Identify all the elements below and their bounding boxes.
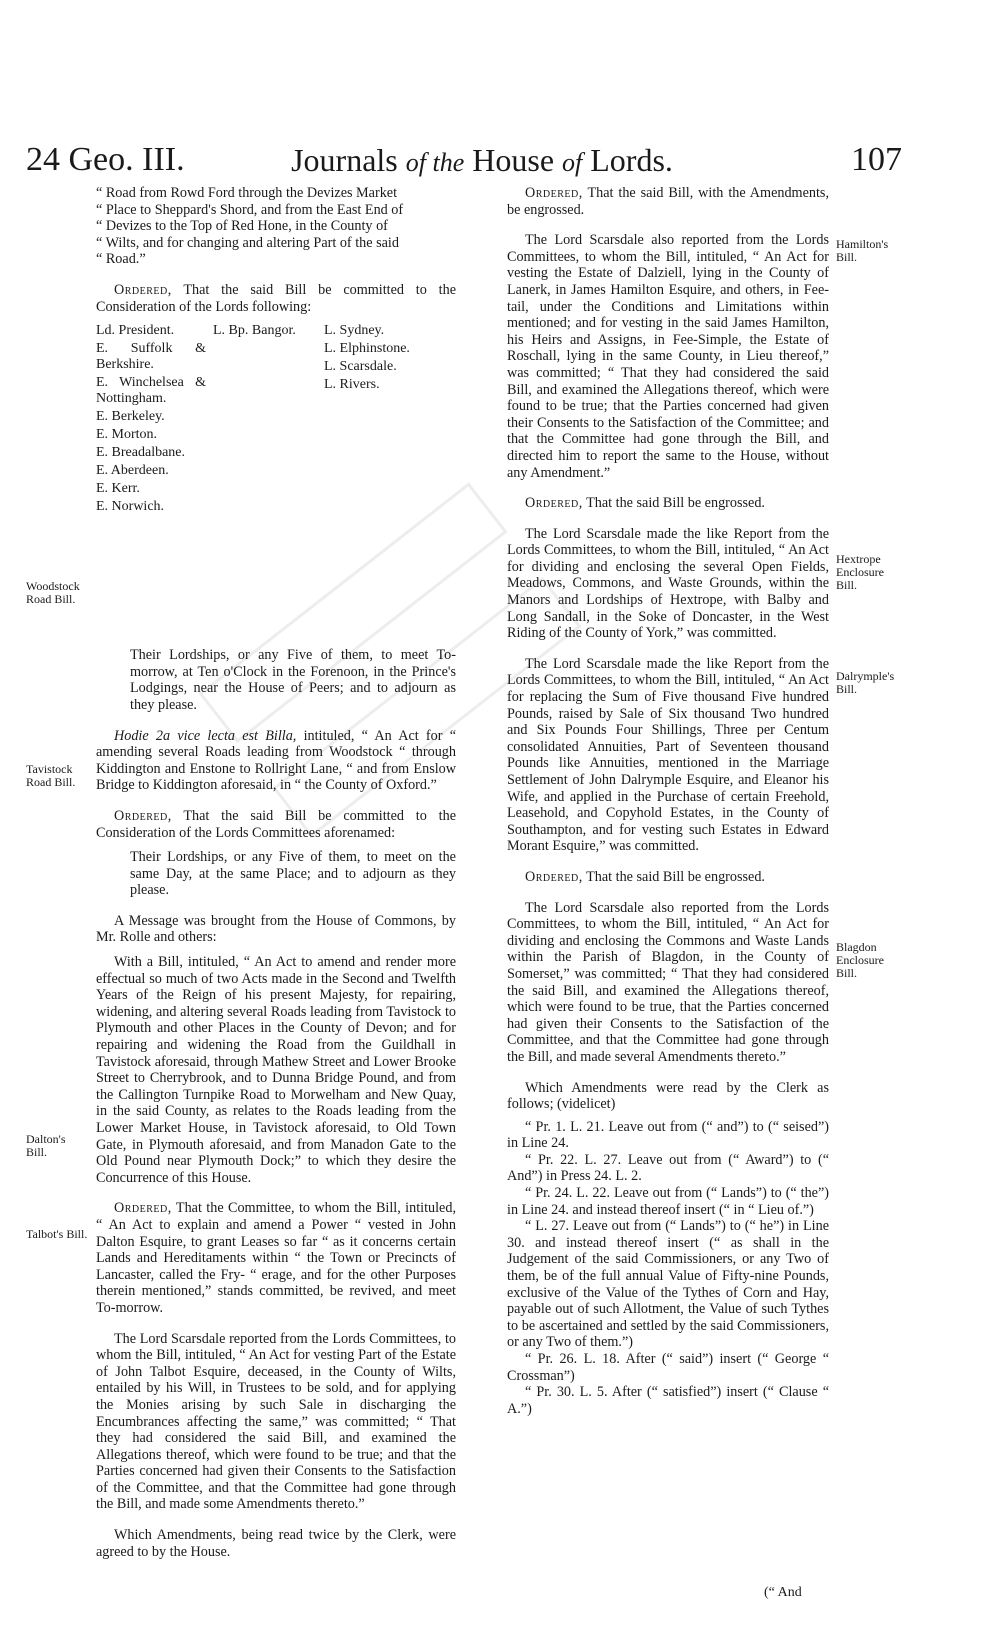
lord-name: E. Morton. <box>96 427 158 443</box>
amendment-item: “ Pr. 22. L. 27. Leave out from (“ Award”) to (“ And”) in Press 24. L. 2. <box>507 1151 829 1185</box>
order-engrossed-amended: Ordered, That the said Bill, with the Amendments, be engrossed. <box>507 185 829 218</box>
amendments-agreed: Which Amendments, being read twice by the Clerk, were agreed to by the House. <box>96 1527 456 1560</box>
lords-committee-list <box>96 323 456 641</box>
margin-note-woodstock: Woodstock Road Bill. <box>26 579 80 606</box>
margin-note-talbot: Talbot's Bill. <box>26 1227 88 1241</box>
margin-note-dalrymple: Dalrymple's Bill. <box>836 669 895 696</box>
blagdon-report: The Lord Scarsdale also reported from the Lords Committees, to whom the Bill, intituled, “ An Act for dividing and enclosing the Commons and Waste Lands within the Parish of Blagdon, in the County of Somerset,” was committed; “ That they had considered the said Bill, and examined the Allegations thereof, which were found to be true, that the Parties concerned had given their Consents to the Satisfaction of the Committee, and that the Committee had gone through the Bill, and made several Amendments thereto.” <box>507 899 829 1065</box>
road-bill-title-continued: “ Road from Rowd Ford through the Devizes Market “ Place to Sheppard's Shord, and from the East End of “ Devizes to the Top of Red Hone, in the County of “ Wilts, and for changing and altering Part of the said “ Road.” <box>96 185 404 268</box>
commons-message: A Message was brought from the House of Commons, by Mr. Rolle and others: <box>96 912 456 946</box>
right-column <box>507 185 829 1417</box>
margin-note-tavistock: Tavistock Road Bill. <box>26 762 76 789</box>
order-engrossed-dalrymple: Ordered, That the said Bill be engrossed. <box>525 868 765 885</box>
amendment-item: “ L. 27. Leave out from (“ Lands”) to (“ he”) in Line 30. and instead thereof insert (“ as shall in the Judgement of the said Commissioners, or any Two of them, be of the full annual Value of Fifty-nine Pounds, exclusive of the Value of the Tythes of Corn and Hay, payable out of such Allotment, the Value of such Tythes to be ascertained and settled by the said Commissioners, or any Two of them.”) <box>507 1218 829 1351</box>
lord-name: E. Norwich. <box>96 499 165 515</box>
amendments-intro: Which Amendments were read by the Clerk as follows; (videlicet) <box>507 1079 829 1113</box>
lord-name: L. Elphinstone. <box>324 341 410 357</box>
margin-note-hextrope: Hextrope Enclosure Bill. <box>836 552 884 592</box>
woodstock-second-reading: Hodie 2a vice lecta est Billa, intituled, “ An Act for “ amending several Roads leading from Woodstock “ through Kiddington and Enstone to Rollright Lane, “ and from Enslow Bridge to Kiddington aforesaid, in “ the County of Oxford.” <box>96 727 456 794</box>
dalrymple-report: The Lord Scarsdale made the like Report from the Lords Committees, to whom the Bill, intituled, “ An Act for replacing the Sum of Five thousand Five hundred Pounds, raised by Sale of Six thousand Two hundred and Six Pounds Four Shillings, Three per Centum consolidated Annuities, Part of Seventeen thousand Pounds like Annuities, mentioned in the Marriage Settlement of John Dalrymple Esquire, and Eleanor his Wife, and applied in the Purchase of certain Freehold, Leasehold, and Copyhold Estates, in the County of Southampton, and for vesting such Estates in Edward Morant Esquire,” was committed. <box>507 655 829 855</box>
lord-name: E. Winchelsea & Nottingham. <box>96 375 206 407</box>
lord-name: L. Bp. Bangor. <box>213 323 296 339</box>
lord-name: E. Breadalbane. <box>96 445 186 461</box>
tavistock-bill-text: With a Bill, intituled, “ An Act to amend and render more effectual so much of two Acts made in the Second and Twelfth Years of the Reign of his present Majesty, for repairing, widening, and altering several Roads leading from Tavistock to Plymouth and other Places in the County of Devon; and for repairing and widening the Road from the Guildhall in Tavistock aforesaid, through Mathew Street and Lower Brooke Street to Cherrybrook, and to Dunna Bridge Pound, and from the Callington Turnpike Road to Morwelham and New Quay, in the said County, as relates to the Roads leading from the Lower Market House, in Tavistock aforesaid, to Old Town Gate, in Plymouth aforesaid, and from Manadon Gate to the Old Pound near Plymouth Dock;” to which they desire the Concurrence of this House. <box>96 954 456 1186</box>
amendment-item: “ Pr. 24. L. 22. Leave out from (“ Lands”) to (“ the”) in Line 24. and instead thereof insert (“ in “ Lieu of.”) <box>507 1185 829 1218</box>
talbot-report: The Lord Scarsdale reported from the Lords Committees, to whom the Bill, intituled, “ An Act for vesting Part of the Estate of John Talbot Esquire, deceased, in the County of Wilts, entailed by his Will, in Trustees to be sold, and for applying the Monies arising by such Sale in discharging the Encumbrances affecting the same,” was committed; “ That they had considered the said Bill, and examined the Allegations thereof, which were found to be true; and that the Parties concerned had given their Consents to the Satisfaction of the Committee, and that the Committee had gone through the Bill, and made some Amendments thereto.” <box>96 1330 456 1513</box>
header-session: 24 Geo. III. <box>26 141 185 178</box>
catchword: (“ And <box>764 1585 802 1600</box>
meeting-notice: Their Lordships, or any Five of them, to meet To-morrow, at Ten o'Clock in the Forenoon, in the Prince's Lodgings, near the House of Peers; and to adjourn as they please. <box>130 647 456 713</box>
margin-note-dalton: Dalton's Bill. <box>26 1132 66 1159</box>
amendment-item: “ Pr. 30. L. 5. After (“ satisfied”) insert (“ Clause “ A.”) <box>507 1384 829 1417</box>
left-column <box>96 185 456 1560</box>
order-committal-woodstock: Ordered, That the said Bill be committed to the Consideration of the Lords Committees aforenamed: <box>96 807 456 841</box>
order-engrossed-hamilton: Ordered, That the said Bill be engrossed. <box>525 495 765 512</box>
lord-name: E. Kerr. <box>96 481 140 497</box>
amendment-item: “ Pr. 26. L. 18. After (“ said”) insert (“ George “ Crossman”) <box>507 1351 829 1384</box>
margin-note-hamilton: Hamilton's Bill. <box>836 237 889 264</box>
lord-name: E. Berkeley. <box>96 409 165 425</box>
lord-name: L. Scarsdale. <box>324 359 397 375</box>
order-committal: Ordered, That the said Bill be committed to the Consideration of the Lords following: <box>96 281 456 315</box>
amendment-item: “ Pr. 1. L. 21. Leave out from (“ and”) to (“ seised”) in Line 24. <box>507 1118 829 1152</box>
lord-name: L. Sydney. <box>324 323 385 339</box>
hamilton-report: The Lord Scarsdale also reported from the Lords Committees, to whom the Bill, intituled, “ An Act for vesting the Estate of Dalziell, lying in the County of Lanerk, in James Hamilton Esquire, and others, in Fee-tail, under the Conditions and Limitations within mentioned; and for vesting in the said James Hamilton, his Heirs and Assigns, in Fee-Simple, the Estate of Roschall, lying in the same County, in Lieu thereof,” was committed; “ That they had considered the said Bill, and examined the Allegations thereof, which were found to be true; that the Parties concerned had given their Consents to the Satisfaction of the Committee; and that the Committee had gone through the Bill, and directed him to report the same to the House, without any Amendment.” <box>507 232 829 481</box>
header-title: Journals of the House of Lords. <box>291 142 673 178</box>
hextrope-report: The Lord Scarsdale made the like Report from the Lords Committees, to whom the Bill, intituled, “ An Act for dividing and enclosing the several Open Fields, Meadows, Commons, and Waste Grounds, within the Manors and Lordships of Hextrope, with Balby and Long Sandall, in the Soke of Doncaster, in the West Riding of the County of York,” was committed. <box>507 525 829 642</box>
meeting-notice-2: Their Lordships, or any Five of them, to meet on the same Day, at the same Place; and to adjourn as they please. <box>130 849 456 899</box>
lord-name: E. Aberdeen. <box>96 463 169 479</box>
lord-name: Ld. President. <box>96 323 175 339</box>
page-number: 107 <box>851 141 902 178</box>
lord-name: E. Suffolk & Berkshire. <box>96 341 206 373</box>
margin-note-blagdon: Blagdon Enclosure Bill. <box>836 940 884 980</box>
dalton-order: Ordered, That the Committee, to whom the Bill, intituled, “ An Act to explain and amend a Power “ vested in John Dalton Esquire, to grant Leases so far “ as it concerns certain Lands and Hereditaments within “ the Town or Precincts of Lancaster, called the Fry- “ erage, and for the other Purposes therein mentioned,” stands committed, be revived, and meet To-morrow. <box>96 1200 456 1316</box>
lord-name: L. Rivers. <box>324 377 380 393</box>
